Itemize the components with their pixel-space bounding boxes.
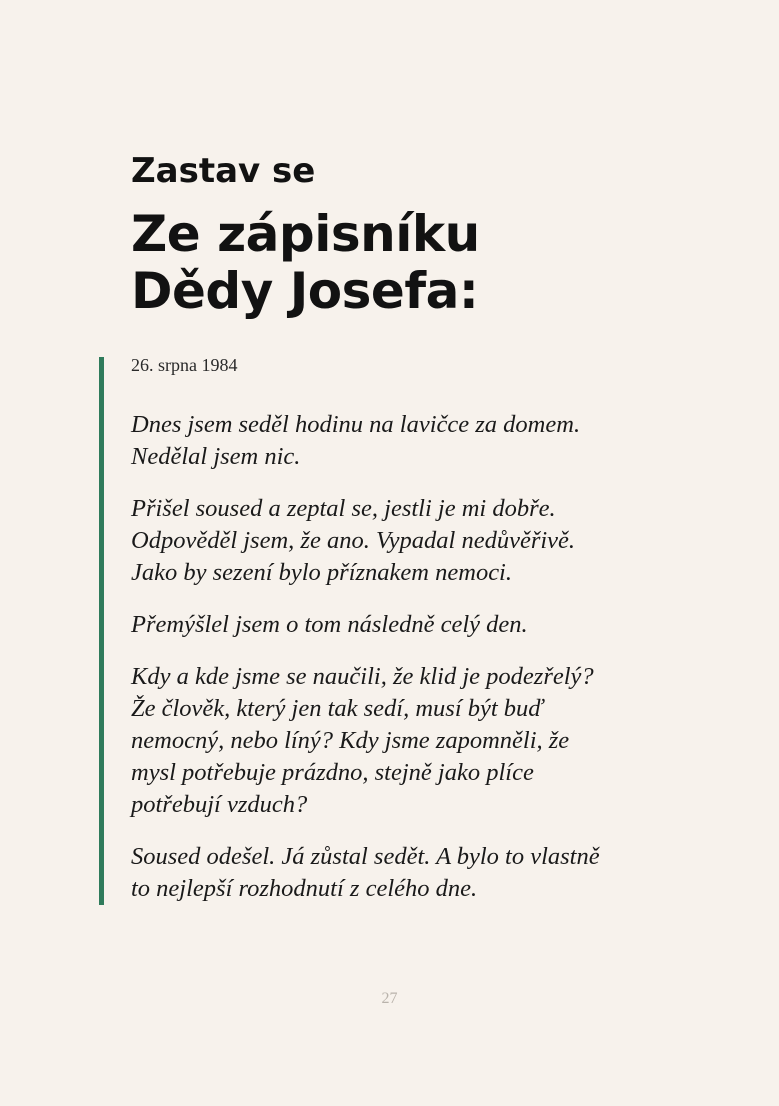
page-title-line: Ze zápisníku: [131, 205, 480, 263]
journal-line: Že člověk, který jen tak sedí, musí být buď: [131, 695, 544, 722]
journal-entry-accent-bar: [99, 357, 104, 905]
page-title-line: Dědy Josefa:: [131, 262, 479, 320]
journal-line: Dnes jsem seděl hodinu na lavičce za domem.: [131, 411, 581, 438]
journal-paragraph: [131, 841, 691, 905]
journal-entry-body: [131, 409, 691, 925]
page-number: 27: [381, 990, 398, 1007]
journal-paragraph: [131, 493, 691, 589]
section-kicker: Zastav se: [131, 151, 316, 191]
journal-line: Odpověděl jsem, že ano. Vypadal nedůvěřivě.: [131, 527, 576, 554]
journal-paragraph: [131, 661, 691, 821]
journal-line: mysl potřebuje prázdno, stejně jako plíce: [131, 759, 534, 786]
journal-line: potřebují vzduch?: [131, 791, 308, 818]
journal-line: Přišel soused a zeptal se, jestli je mi dobře.: [131, 495, 556, 522]
journal-line: nemocný, nebo líný? Kdy jsme zapomněli, že: [131, 727, 570, 754]
journal-line: Přemýšlel jsem o tom následně celý den.: [131, 611, 528, 638]
page-title: [131, 206, 480, 320]
journal-line: Soused odešel. Já zůstal sedět. A bylo to vlastně: [131, 843, 600, 870]
journal-entry-date: 26. srpna 1984: [131, 355, 238, 375]
journal-paragraph: [131, 609, 691, 641]
journal-line: to nejlepší rozhodnutí z celého dne.: [131, 875, 478, 902]
journal-line: Kdy a kde jsme se naučili, že klid je podezřelý?: [131, 663, 594, 690]
journal-paragraph: [131, 409, 691, 473]
journal-line: Nedělal jsem nic.: [131, 443, 301, 470]
journal-line: Jako by sezení bylo příznakem nemoci.: [131, 559, 512, 586]
